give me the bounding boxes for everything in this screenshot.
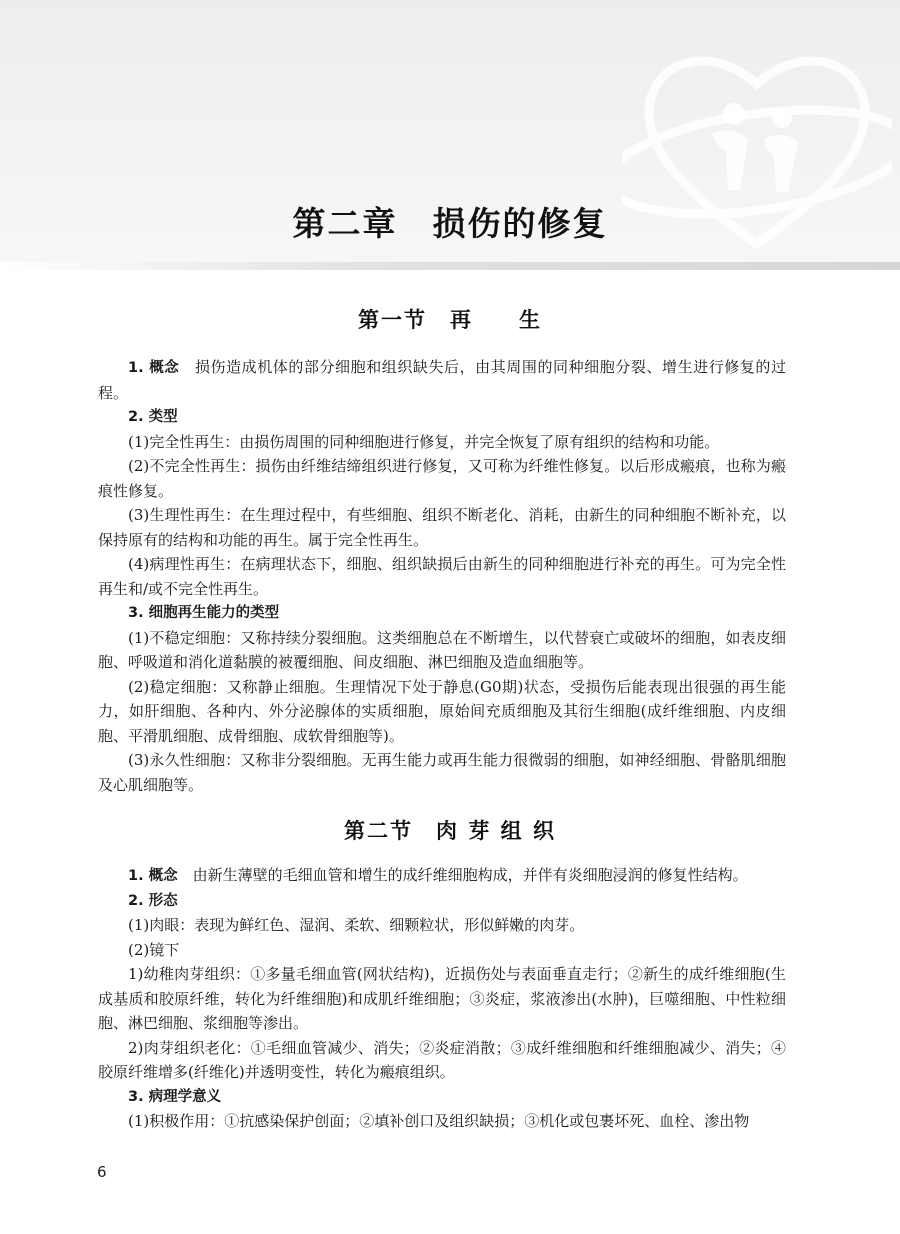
page-number: 6 [97, 1163, 107, 1181]
cell-types-heading: 3. 细胞再生能力的类型 [128, 605, 280, 621]
cell-stable: (2)稳定细胞：又称静止细胞。生理情况下处于静息(G0期)状态，受损伤后能表现出很强的再生能力，如肝细胞、各种内、外分泌腺体的实质细胞，原始间充质细胞及其衍生细胞(成纤维细胞、内皮细胞、平滑肌细胞、成骨细胞、成软骨细胞等)。 [98, 677, 786, 745]
header-rule [0, 262, 900, 270]
morphology-heading: 2. 形态 [128, 892, 178, 909]
chapter-title: 第二章 损伤的修复 [292, 204, 608, 243]
granulation-concept-label: 1. 概念 [128, 868, 178, 884]
morphology-gross: (1)肉眼：表现为鲜红色、湿润、柔软、细颗粒状，形似鲜嫩的肉芽。 [128, 916, 585, 934]
concept-label: 1. 概念 [128, 360, 180, 376]
micro-aging: 2)肉芽组织老化：①毛细血管减少、消失；②炎症消散；③成纤维细胞和纤维细胞减少、消失；④胶原纤维增多(纤维化)并透明变性，转化为瘢痕组织。 [98, 1038, 786, 1081]
type-complete: (1)完全性再生：由损伤周围的同种细胞进行修复，并完全恢复了原有组织的结构和功能。 [128, 432, 720, 451]
morphology-micro-heading: (2)镜下 [128, 940, 180, 959]
concept-text: 损伤造成机体的部分细胞和组织缺失后，由其周围的同种细胞分裂、增生进行修复的过程。 [98, 358, 786, 402]
section-regeneration-body [98, 355, 786, 797]
type-pathological: (4)病理性再生：在病理状态下，细胞、组织缺损后由新生的同种细胞进行补充的再生。可为完全性再生和/或不完全性再生。 [98, 555, 786, 598]
section-granulation-body [98, 863, 786, 1134]
significance-heading: 3. 病理学意义 [128, 1088, 222, 1105]
granulation-concept-text: 由新生薄壁的毛细血管和增生的成纤维细胞构成，并伴有炎细胞浸润的修复性结构。 [192, 866, 748, 884]
concept-paragraph [98, 355, 786, 405]
cell-labile: (1)不稳定细胞：又称持续分裂细胞。这类细胞总在不断增生，以代替衰亡或破坏的细胞，如表皮细胞、呼吸道和消化道黏膜的被覆细胞、间皮细胞、淋巴细胞及造血细胞等。 [98, 628, 786, 671]
type-physiological: (3)生理性再生：在生理过程中，有些细胞、组织不断老化、消耗，由新生的同种细胞不断补充，以保持原有的结构和功能的再生。属于完全性再生。 [98, 506, 786, 549]
section-title-granulation: 第二节 肉 芽 组 织 [344, 818, 556, 843]
cell-permanent: (3)永久性细胞：又称非分裂细胞。无再生能力或再生能力很微弱的细胞，如神经细胞、骨骼肌细胞及心肌细胞等。 [98, 751, 786, 794]
micro-immature: 1)幼稚肉芽组织：①多量毛细血管(网状结构)，近损伤处与表面垂直走行；②新生的成纤维细胞(生成基质和胶原纤维，转化为纤维细胞)和成肌纤维细胞；③炎症，浆液渗出(水肿)，巨噬细胞、中性粒细胞、淋巴细胞、浆细胞等渗出。 [98, 965, 786, 1032]
section-title-regeneration: 第一节 再 生 [358, 307, 542, 332]
granulation-concept-paragraph [98, 863, 786, 889]
significance-positive: (1)积极作用：①抗感染保护创面；②填补创口及组织缺损；③机化或包裹坏死、血栓、渗出物 [128, 1112, 750, 1130]
types-heading: 2. 类型 [128, 409, 178, 425]
type-incomplete: (2)不完全性再生：损伤由纤维结缔组织进行修复，又可称为纤维性修复。以后形成瘢痕，也称为瘢痕性修复。 [98, 457, 786, 500]
